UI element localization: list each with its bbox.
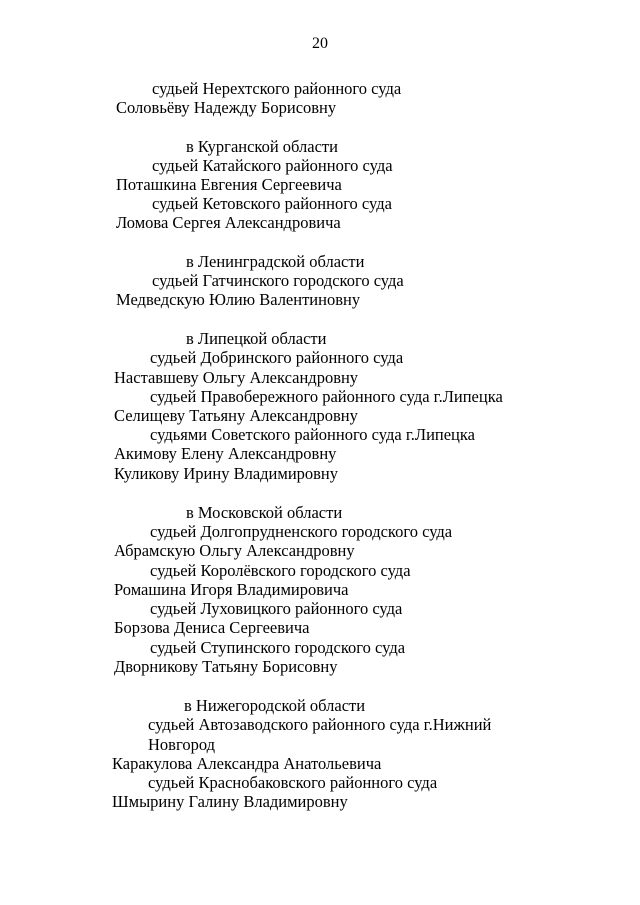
judge-name-line: Ломова Сергея Александровича (116, 213, 341, 232)
page-number: 20 (312, 35, 328, 52)
judge-name-line: Селищеву Татьяну Александровну (114, 406, 358, 425)
appointment-court-line-continued: Новгород (148, 735, 215, 754)
appointment-court-line: судьей Автозаводского районного суда г.Нижний (148, 715, 492, 734)
judge-name-line: Каракулова Александра Анатольевича (112, 754, 382, 773)
appointment-court-line: судьей Королёвского городского суда (150, 561, 411, 580)
judge-name-line: Соловьёву Надежду Борисовну (116, 98, 337, 117)
region-heading: в Курганской области (186, 137, 338, 156)
region-heading: в Ленинградской области (186, 252, 365, 271)
appointment-court-line: судьей Катайского районного суда (152, 156, 393, 175)
judge-name-line: Поташкина Евгения Сергеевича (116, 175, 342, 194)
appointment-court-line: судьей Кетовского районного суда (152, 194, 392, 213)
appointment-court-line: судьей Ступинского городского суда (150, 638, 406, 657)
judge-name-line: Абрамскую Ольгу Александровну (114, 541, 355, 560)
appointment-court-line: судьями Советского районного суда г.Липецка (150, 425, 475, 444)
judge-name-line: Шмырину Галину Владимировну (112, 792, 348, 811)
judge-name-line: Акимову Елену Александровну (114, 444, 337, 463)
judge-name-line: Медведскую Юлию Валентиновну (116, 290, 361, 309)
appointment-court-line: судьей Гатчинского городского суда (152, 271, 404, 290)
judge-name-line: Дворникову Татьяну Борисовну (114, 657, 338, 676)
appointment-court-line: судьей Нерехтского районного суда (152, 79, 402, 98)
appointment-court-line: судьей Луховицкого районного суда (150, 599, 403, 618)
region-heading: в Нижегородской области (184, 696, 366, 715)
appointment-court-line: судьей Добринского районного суда (150, 348, 404, 367)
appointment-court-line: судьей Правобережного районного суда г.Липецка (150, 387, 503, 406)
appointment-court-line: судьей Долгопрудненского городского суда (150, 522, 453, 541)
judge-name-line: Борзова Дениса Сергеевича (114, 618, 310, 637)
judge-name-line: Ромашина Игоря Владимировича (114, 580, 349, 599)
judge-name-line: Куликову Ирину Владимировну (114, 464, 339, 483)
region-heading: в Липецкой области (186, 329, 327, 348)
region-heading: в Московской области (186, 503, 343, 522)
appointment-court-line: судьей Краснобаковского районного суда (148, 773, 438, 792)
judge-name-line: Наставшеву Ольгу Александровну (114, 368, 359, 387)
